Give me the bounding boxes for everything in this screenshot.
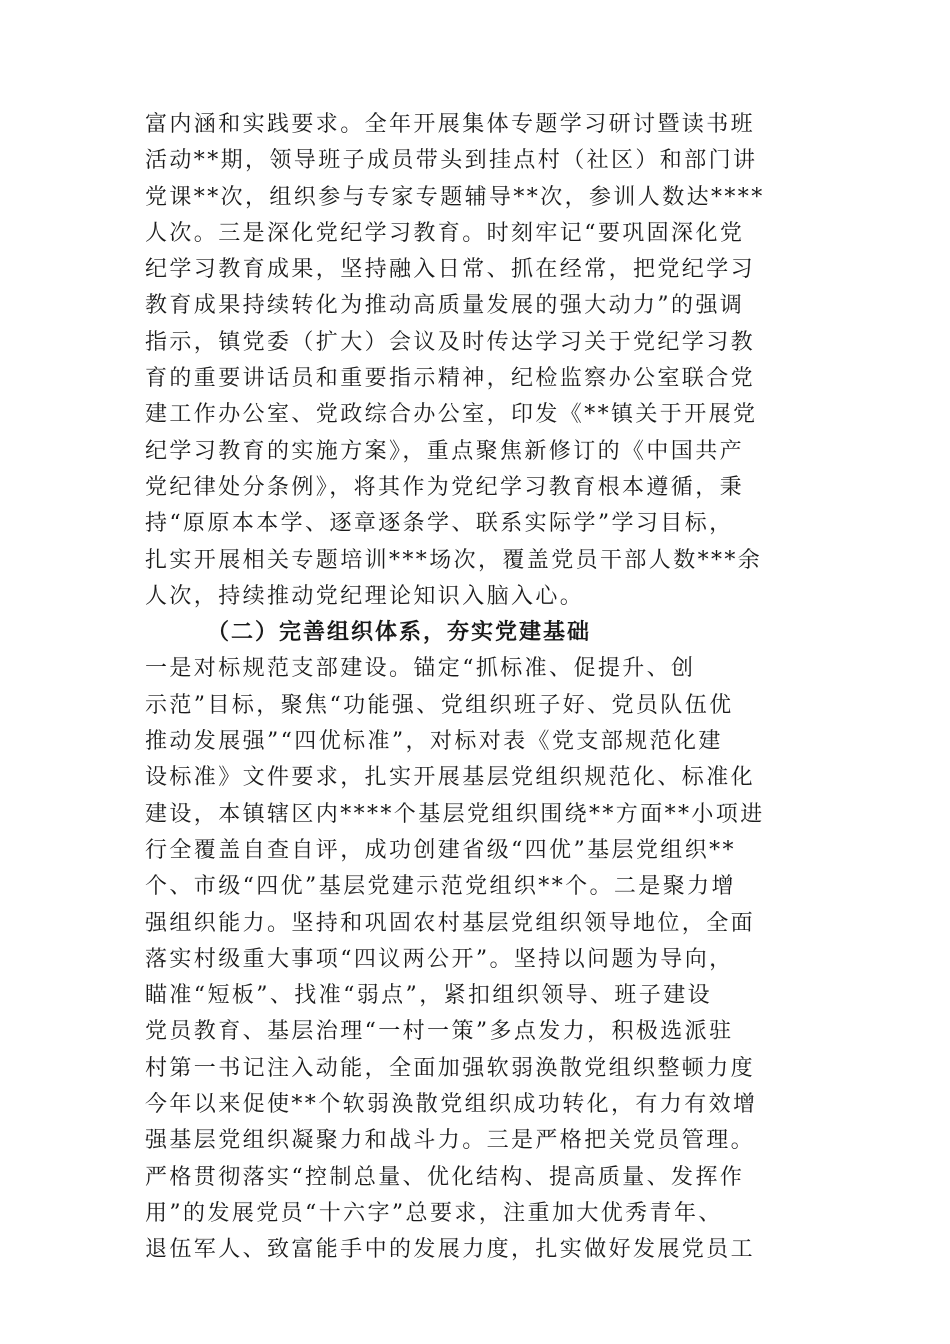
text-line: 富内涵和实践要求。全年开展集体专题学习研讨暨读书班	[145, 112, 756, 137]
text-line: 党课**次，组织参与专家专题辅导**次，参训人数达****	[145, 184, 765, 210]
text-line: 设标准》文件要求，扎实开展基层党组织规范化、标准化	[145, 765, 756, 791]
text-line: 退伍军人、致富能手中的发展力度，扎实做好发展党员工	[145, 1237, 756, 1263]
text-line: 纪学习教育成果，坚持融入日常、抓在经常，把党纪学习	[145, 257, 756, 283]
text-line: 瞄准“短板”、找准“弱点”，紧扣组织领导、班子建设	[145, 983, 712, 1009]
text-line: 示范”目标，聚焦“功能强、党组织班子好、党员队伍优	[145, 692, 734, 718]
text-line: 活动**期，领导班子成员带头到挂点村（社区）和部门讲	[145, 148, 758, 174]
text-line: 扎实开展相关专题培训***场次，覆盖党员干部人数***余	[145, 547, 763, 573]
text-line: 推动发展强”“四优标准”，对标对表《党支部规范化建	[145, 729, 723, 755]
text-line: 持“原原本本学、逐章逐条学、联系实际学”学习目标，	[145, 511, 734, 537]
text-line: 今年以来促使**个软弱涣散党组织成功转化，有力有效增	[145, 1092, 758, 1118]
text-line: 强组织能力。坚持和巩固农村基层党组织领导地位，全面	[145, 910, 756, 936]
text-line: 建设，本镇辖区内****个基层党组织围绕**方面**小项进	[145, 801, 765, 827]
text-line: 指示，镇党委（扩大）会议及时传达学习关于党纪学习教	[145, 329, 756, 355]
text-line: 一是对标规范支部建设。锚定“抓标准、促提升、创	[145, 656, 696, 682]
text-line: 育的重要讲话员和重要指示精神，纪检监察办公室联合党	[145, 366, 756, 392]
text-line: 党纪律处分条例》，将其作为党纪学习教育根本遵循，秉	[145, 474, 745, 500]
text-line: 教育成果持续转化为推动高质量发展的强大动力”的强调	[145, 293, 745, 319]
text-line: 人次。三是深化党纪学习教育。时刻牢记“要巩固深化党	[145, 220, 745, 246]
text-line: 党员教育、基层治理“一村一策”多点发力，积极选派驻	[145, 1019, 734, 1045]
text-line: 强基层党组织凝聚力和战斗力。三是严格把关党员管理。	[145, 1128, 756, 1154]
text-line: 人次，持续推动党纪理论知识入脑入心。	[145, 583, 585, 609]
text-line: 建工作办公室、党政综合办公室，印发《**镇关于开展党	[145, 402, 758, 428]
text-line: 用”的发展党员“十六字”总要求，注重加大优秀青年、	[145, 1200, 723, 1226]
text-line: 行全覆盖自查自评，成功创建省级“四优”基层党组织**	[145, 837, 736, 863]
text-line: 村第一书记注入动能，全面加强软弱涣散党组织整顿力度	[145, 1055, 756, 1081]
section-heading: （二）完善组织体系，夯实党建基础	[207, 620, 592, 646]
text-line: 纪学习教育的实施方案》，重点聚焦新修订的《中国共产	[145, 438, 745, 464]
text-line: 个、市级“四优”基层党建示范党组织**个。二是聚力增	[145, 874, 736, 900]
text-line: 落实村级重大事项“四议两公开”。坚持以问题为导向，	[145, 946, 734, 972]
text-line: 严格贯彻落实“控制总量、优化结构、提高质量、发挥作	[145, 1164, 745, 1190]
body-text	[145, 107, 810, 1269]
